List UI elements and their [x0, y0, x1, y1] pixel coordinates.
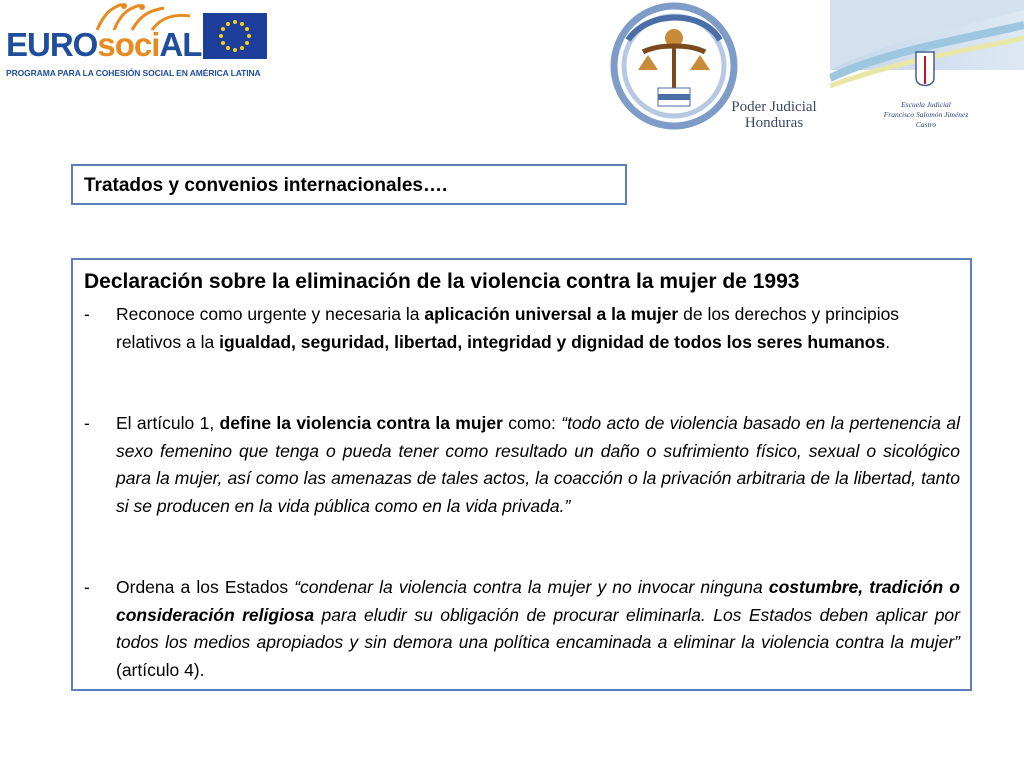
- declaration-heading: Declaración sobre la eliminación de la violencia contra la mujer de 1993: [84, 270, 800, 293]
- poder-judicial-logo: [608, 0, 828, 135]
- section-title-box: [71, 164, 627, 205]
- list-item-text: Reconoce como urgente y necesaria la aplicación universal a la mujer de los derechos y principios relativos a la igualdad, seguridad, libertad, integridad y dignidad de todos los seres humanos.: [116, 304, 900, 352]
- list-item-recognition: [84, 301, 960, 356]
- list-bullet: -: [84, 413, 90, 433]
- list-item-article-4: [84, 574, 960, 684]
- poder-judicial-name: Poder Judicial Honduras: [731, 99, 817, 131]
- eurosocial-tagline: PROGRAMA PARA LA COHESIÓN SOCIAL EN AMÉRICA LATINA: [6, 68, 261, 78]
- list-bullet: -: [84, 304, 90, 324]
- list-item-article-1: [84, 410, 960, 520]
- list-item-text: Ordena a los Estados “condenar la violencia contra la mujer y no invocar ninguna costumbre, tradición o consideración religiosa para eludir su obligación de procurar eliminarla. Los Estados deben aplicar por todos los medios apropiados y sin demora una política encaminada a eliminar la violencia contra la mujer” (artículo 4).: [116, 577, 960, 680]
- eu-flag-icon: [203, 13, 267, 59]
- escuela-judicial-name: Escuela Judicial Francisco Salomón Jiménez Castro: [883, 100, 969, 129]
- declaration-content-box: [71, 258, 972, 691]
- section-title: Tratados y convenios internacionales….: [84, 175, 448, 196]
- eurosocial-wordmark: EUROsociAL: [6, 26, 202, 63]
- list-bullet: -: [84, 577, 90, 597]
- list-item-text: El artículo 1, define la violencia contra la mujer como: “todo acto de violencia basado en la pertenencia al sexo femenino que tenga o pueda tener como resultado un daño o sufrimiento físico, sexual o sicológico para la mujer, así como las amenazas de tales actos, la coacción o la privación arbitraria de la libertad, tanto si se producen en la vida pública como en la vida privada.”: [116, 413, 960, 516]
- escuela-judicial-logo: [830, 0, 1024, 138]
